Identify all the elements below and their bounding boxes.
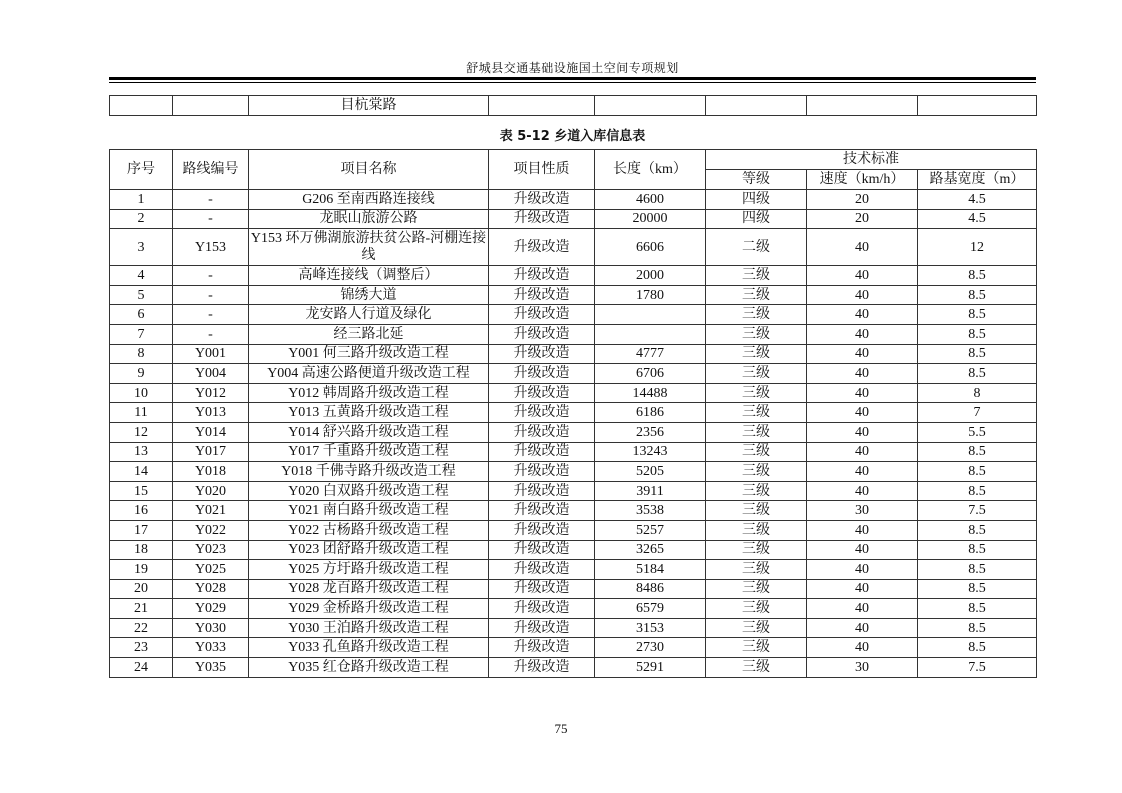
cell-seq: 4 bbox=[110, 266, 173, 286]
cell-project-nature: 升级改造 bbox=[489, 266, 595, 286]
cell-grade: 三级 bbox=[706, 324, 807, 344]
cell-length bbox=[595, 324, 706, 344]
cell-speed: 30 bbox=[807, 501, 918, 521]
table-row bbox=[110, 579, 1037, 599]
cell-seq: 24 bbox=[110, 658, 173, 678]
cell-route-code: - bbox=[173, 266, 249, 286]
cell-project-nature: 升级改造 bbox=[489, 442, 595, 462]
cell-subgrade-width: 8.5 bbox=[918, 560, 1037, 580]
cell-grade: 四级 bbox=[706, 209, 807, 229]
page-number: 75 bbox=[554, 721, 568, 736]
cell-route-code: - bbox=[173, 324, 249, 344]
cell-route-code: Y004 bbox=[173, 364, 249, 384]
cell-seq: 17 bbox=[110, 520, 173, 540]
table-row bbox=[110, 599, 1037, 619]
cell-grade: 四级 bbox=[706, 190, 807, 210]
cell-project-name: Y028 龙百路升级改造工程 bbox=[249, 579, 489, 599]
cell-project-name: Y001 何三路升级改造工程 bbox=[249, 344, 489, 364]
cell-project-name: Y014 舒兴路升级改造工程 bbox=[249, 422, 489, 442]
cell-seq: 5 bbox=[110, 285, 173, 305]
cell-project-nature: 升级改造 bbox=[489, 560, 595, 580]
table-row bbox=[110, 403, 1037, 423]
cell-project-name: 龙眠山旅游公路 bbox=[249, 209, 489, 229]
cell-length: 2730 bbox=[595, 638, 706, 658]
cell-project-name: Y004 高速公路便道升级改造工程 bbox=[249, 364, 489, 384]
cell-project-nature: 升级改造 bbox=[489, 285, 595, 305]
cell-length: 14488 bbox=[595, 383, 706, 403]
cell-length: 6706 bbox=[595, 364, 706, 384]
cell bbox=[595, 96, 706, 116]
cell-subgrade-width: 8.5 bbox=[918, 599, 1037, 619]
cell-grade: 三级 bbox=[706, 481, 807, 501]
cell-seq: 9 bbox=[110, 364, 173, 384]
table-row bbox=[110, 209, 1037, 229]
cell-speed: 40 bbox=[807, 364, 918, 384]
cell-project-name: Y033 孔鱼路升级改造工程 bbox=[249, 638, 489, 658]
cell-route-code: - bbox=[173, 285, 249, 305]
cell-route-code: Y020 bbox=[173, 481, 249, 501]
cell-length: 6579 bbox=[595, 599, 706, 619]
cell-route-code: - bbox=[173, 190, 249, 210]
cell-subgrade-width: 8.5 bbox=[918, 285, 1037, 305]
cell-grade: 三级 bbox=[706, 520, 807, 540]
table-row bbox=[110, 481, 1037, 501]
cell-length: 5184 bbox=[595, 560, 706, 580]
cell-speed: 40 bbox=[807, 229, 918, 266]
cell-project-nature: 升级改造 bbox=[489, 364, 595, 384]
cell bbox=[110, 96, 173, 116]
cell-project-name: 经三路北延 bbox=[249, 324, 489, 344]
table-row bbox=[110, 344, 1037, 364]
cell-project-name: Y021 南白路升级改造工程 bbox=[249, 501, 489, 521]
cell-project-name: Y022 古杨路升级改造工程 bbox=[249, 520, 489, 540]
cell-length: 5257 bbox=[595, 520, 706, 540]
header-grade: 等级 bbox=[706, 170, 807, 190]
cell-speed: 40 bbox=[807, 442, 918, 462]
table-row bbox=[110, 229, 1037, 266]
cell-project-nature: 升级改造 bbox=[489, 540, 595, 560]
table-row bbox=[110, 638, 1037, 658]
cell-speed: 40 bbox=[807, 560, 918, 580]
table-row bbox=[110, 658, 1037, 678]
cell-grade: 三级 bbox=[706, 579, 807, 599]
cell-grade: 三级 bbox=[706, 266, 807, 286]
cell-length: 20000 bbox=[595, 209, 706, 229]
cell-speed: 40 bbox=[807, 618, 918, 638]
table-row bbox=[110, 462, 1037, 482]
table-body bbox=[110, 190, 1037, 678]
cell-speed: 40 bbox=[807, 520, 918, 540]
table-header-row bbox=[110, 150, 1037, 170]
cell-seq: 22 bbox=[110, 618, 173, 638]
cell-seq: 12 bbox=[110, 422, 173, 442]
cell-seq: 11 bbox=[110, 403, 173, 423]
cell-project-nature: 升级改造 bbox=[489, 579, 595, 599]
table-row bbox=[110, 324, 1037, 344]
cell-project-name: Y013 五黄路升级改造工程 bbox=[249, 403, 489, 423]
cell-project-name: Y153 环万佛湖旅游扶贫公路-河棚连接线 bbox=[249, 229, 489, 266]
cell-project-nature: 升级改造 bbox=[489, 229, 595, 266]
cell-project-name: 龙安路人行道及绿化 bbox=[249, 305, 489, 325]
table-row bbox=[110, 190, 1037, 210]
cell-subgrade-width: 12 bbox=[918, 229, 1037, 266]
cell-speed: 40 bbox=[807, 305, 918, 325]
cell-project-nature: 升级改造 bbox=[489, 190, 595, 210]
cell-grade: 三级 bbox=[706, 618, 807, 638]
cell-length: 2356 bbox=[595, 422, 706, 442]
table-row bbox=[110, 540, 1037, 560]
cell-subgrade-width: 4.5 bbox=[918, 209, 1037, 229]
cell-project-name: Y012 韩周路升级改造工程 bbox=[249, 383, 489, 403]
cell bbox=[489, 96, 595, 116]
cell-route-code: Y153 bbox=[173, 229, 249, 266]
header-seq: 序号 bbox=[110, 150, 173, 190]
cell-speed: 40 bbox=[807, 266, 918, 286]
cell-project-nature: 升级改造 bbox=[489, 658, 595, 678]
cell-project-name: Y030 王泊路升级改造工程 bbox=[249, 618, 489, 638]
cell-seq: 19 bbox=[110, 560, 173, 580]
cell-project-nature: 升级改造 bbox=[489, 344, 595, 364]
cell-grade: 三级 bbox=[706, 599, 807, 619]
cell-project-name: 锦绣大道 bbox=[249, 285, 489, 305]
cell-grade: 三级 bbox=[706, 501, 807, 521]
cell-seq: 2 bbox=[110, 209, 173, 229]
cell-length: 4777 bbox=[595, 344, 706, 364]
cell-seq: 3 bbox=[110, 229, 173, 266]
cell-project-name: Y029 金桥路升级改造工程 bbox=[249, 599, 489, 619]
cell-seq: 23 bbox=[110, 638, 173, 658]
cell-grade: 三级 bbox=[706, 403, 807, 423]
cell-grade: 三级 bbox=[706, 560, 807, 580]
cell-subgrade-width: 4.5 bbox=[918, 190, 1037, 210]
cell-length: 8486 bbox=[595, 579, 706, 599]
cell-project-name: 目杭棠路 bbox=[249, 96, 489, 116]
cell-route-code: Y030 bbox=[173, 618, 249, 638]
cell-subgrade-width: 8.5 bbox=[918, 462, 1037, 482]
cell-length: 4600 bbox=[595, 190, 706, 210]
cell-project-nature: 升级改造 bbox=[489, 422, 595, 442]
cell-speed: 40 bbox=[807, 324, 918, 344]
cell-subgrade-width: 8.5 bbox=[918, 579, 1037, 599]
cell-seq: 10 bbox=[110, 383, 173, 403]
cell-speed: 40 bbox=[807, 599, 918, 619]
cell-length: 5291 bbox=[595, 658, 706, 678]
cell-subgrade-width: 8.5 bbox=[918, 324, 1037, 344]
cell-project-nature: 升级改造 bbox=[489, 638, 595, 658]
cell-length: 3153 bbox=[595, 618, 706, 638]
cell-length: 6186 bbox=[595, 403, 706, 423]
table-row bbox=[110, 442, 1037, 462]
cell-speed: 40 bbox=[807, 481, 918, 501]
cell-project-nature: 升级改造 bbox=[489, 481, 595, 501]
cell-subgrade-width: 8 bbox=[918, 383, 1037, 403]
header-route-code: 路线编号 bbox=[173, 150, 249, 190]
cell-seq: 7 bbox=[110, 324, 173, 344]
cell-length: 13243 bbox=[595, 442, 706, 462]
cell-project-name: Y025 方圩路升级改造工程 bbox=[249, 560, 489, 580]
cell-subgrade-width: 7 bbox=[918, 403, 1037, 423]
cell-route-code: - bbox=[173, 209, 249, 229]
cell-route-code: Y013 bbox=[173, 403, 249, 423]
cell-speed: 40 bbox=[807, 462, 918, 482]
cell-project-name: Y017 千重路升级改造工程 bbox=[249, 442, 489, 462]
cell-subgrade-width: 7.5 bbox=[918, 501, 1037, 521]
cell-subgrade-width: 8.5 bbox=[918, 540, 1037, 560]
cell-project-nature: 升级改造 bbox=[489, 501, 595, 521]
cell-grade: 三级 bbox=[706, 422, 807, 442]
header-subgrade-width: 路基宽度（m） bbox=[918, 170, 1037, 190]
cell-speed: 40 bbox=[807, 540, 918, 560]
cell-speed: 20 bbox=[807, 209, 918, 229]
cell-speed: 40 bbox=[807, 383, 918, 403]
cell bbox=[807, 96, 918, 116]
cell-length: 3265 bbox=[595, 540, 706, 560]
cell-speed: 40 bbox=[807, 403, 918, 423]
table-row bbox=[110, 618, 1037, 638]
cell-project-name: 高峰连接线（调整后） bbox=[249, 266, 489, 286]
cell-speed: 20 bbox=[807, 190, 918, 210]
cell-speed: 40 bbox=[807, 422, 918, 442]
cell-route-code: Y033 bbox=[173, 638, 249, 658]
cell-grade: 三级 bbox=[706, 540, 807, 560]
cell-seq: 6 bbox=[110, 305, 173, 325]
header-project-nature: 项目性质 bbox=[489, 150, 595, 190]
cell-subgrade-width: 8.5 bbox=[918, 618, 1037, 638]
header-tech-standard: 技术标准 bbox=[706, 150, 1037, 170]
cell-seq: 15 bbox=[110, 481, 173, 501]
table-caption: 表 5-12 乡道入库信息表 bbox=[499, 129, 646, 144]
running-header-title: 舒城县交通基础设施国土空间专项规划 bbox=[466, 61, 679, 75]
table-row bbox=[110, 383, 1037, 403]
cell-project-nature: 升级改造 bbox=[489, 209, 595, 229]
header-length: 长度（km） bbox=[595, 150, 706, 190]
header-speed: 速度（km/h） bbox=[807, 170, 918, 190]
cell-grade: 三级 bbox=[706, 364, 807, 384]
table-row bbox=[110, 422, 1037, 442]
cell-project-nature: 升级改造 bbox=[489, 305, 595, 325]
cell-length: 3538 bbox=[595, 501, 706, 521]
cell-project-nature: 升级改造 bbox=[489, 618, 595, 638]
cell-project-name: Y020 白双路升级改造工程 bbox=[249, 481, 489, 501]
cell-seq: 1 bbox=[110, 190, 173, 210]
cell-speed: 40 bbox=[807, 638, 918, 658]
cell-project-name: Y018 千佛寺路升级改造工程 bbox=[249, 462, 489, 482]
header-project-name: 项目名称 bbox=[249, 150, 489, 190]
cell-length: 6606 bbox=[595, 229, 706, 266]
cell-project-nature: 升级改造 bbox=[489, 403, 595, 423]
cell-project-nature: 升级改造 bbox=[489, 383, 595, 403]
cell-speed: 40 bbox=[807, 579, 918, 599]
cell-length bbox=[595, 305, 706, 325]
cell-project-name: Y035 红仓路升级改造工程 bbox=[249, 658, 489, 678]
header-rule-thick bbox=[109, 77, 1036, 80]
cell-grade: 三级 bbox=[706, 658, 807, 678]
table-row bbox=[110, 364, 1037, 384]
table-row bbox=[110, 266, 1037, 286]
cell-grade: 三级 bbox=[706, 383, 807, 403]
cell-length: 2000 bbox=[595, 266, 706, 286]
cell bbox=[918, 96, 1037, 116]
table-row bbox=[110, 96, 1037, 116]
cell-route-code: Y014 bbox=[173, 422, 249, 442]
table-row bbox=[110, 501, 1037, 521]
cell-project-name: Y023 团舒路升级改造工程 bbox=[249, 540, 489, 560]
cell-route-code: Y025 bbox=[173, 560, 249, 580]
cell-route-code: Y017 bbox=[173, 442, 249, 462]
continued-table-row bbox=[109, 95, 1037, 116]
cell-project-nature: 升级改造 bbox=[489, 599, 595, 619]
cell-route-code: Y018 bbox=[173, 462, 249, 482]
cell-subgrade-width: 8.5 bbox=[918, 442, 1037, 462]
cell bbox=[173, 96, 249, 116]
cell-grade: 三级 bbox=[706, 285, 807, 305]
cell-route-code: Y029 bbox=[173, 599, 249, 619]
cell-project-nature: 升级改造 bbox=[489, 520, 595, 540]
table-row bbox=[110, 285, 1037, 305]
cell-grade: 三级 bbox=[706, 638, 807, 658]
cell-subgrade-width: 8.5 bbox=[918, 364, 1037, 384]
cell-seq: 18 bbox=[110, 540, 173, 560]
cell-speed: 40 bbox=[807, 344, 918, 364]
cell-seq: 16 bbox=[110, 501, 173, 521]
cell-subgrade-width: 8.5 bbox=[918, 305, 1037, 325]
cell-project-name: G206 至南西路连接线 bbox=[249, 190, 489, 210]
cell-seq: 13 bbox=[110, 442, 173, 462]
cell-route-code: Y028 bbox=[173, 579, 249, 599]
cell-speed: 40 bbox=[807, 285, 918, 305]
cell-seq: 8 bbox=[110, 344, 173, 364]
cell-subgrade-width: 7.5 bbox=[918, 658, 1037, 678]
cell-grade: 二级 bbox=[706, 229, 807, 266]
cell-grade: 三级 bbox=[706, 305, 807, 325]
cell-route-code: Y021 bbox=[173, 501, 249, 521]
cell-speed: 30 bbox=[807, 658, 918, 678]
cell-subgrade-width: 8.5 bbox=[918, 638, 1037, 658]
table-row bbox=[110, 520, 1037, 540]
cell-length: 3911 bbox=[595, 481, 706, 501]
cell-route-code: Y023 bbox=[173, 540, 249, 560]
cell-project-nature: 升级改造 bbox=[489, 462, 595, 482]
cell-route-code: Y035 bbox=[173, 658, 249, 678]
table-row bbox=[110, 305, 1037, 325]
township-road-table bbox=[109, 149, 1037, 678]
cell-subgrade-width: 8.5 bbox=[918, 481, 1037, 501]
cell-grade: 三级 bbox=[706, 344, 807, 364]
cell-subgrade-width: 5.5 bbox=[918, 422, 1037, 442]
cell-length: 5205 bbox=[595, 462, 706, 482]
cell bbox=[706, 96, 807, 116]
header-rule-thin bbox=[109, 82, 1036, 83]
cell-route-code: - bbox=[173, 305, 249, 325]
cell-project-nature: 升级改造 bbox=[489, 324, 595, 344]
cell-grade: 三级 bbox=[706, 462, 807, 482]
cell-seq: 20 bbox=[110, 579, 173, 599]
cell-route-code: Y001 bbox=[173, 344, 249, 364]
cell-seq: 14 bbox=[110, 462, 173, 482]
cell-grade: 三级 bbox=[706, 442, 807, 462]
cell-route-code: Y022 bbox=[173, 520, 249, 540]
cell-length: 1780 bbox=[595, 285, 706, 305]
table-row bbox=[110, 560, 1037, 580]
cell-subgrade-width: 8.5 bbox=[918, 344, 1037, 364]
cell-seq: 21 bbox=[110, 599, 173, 619]
cell-route-code: Y012 bbox=[173, 383, 249, 403]
cell-subgrade-width: 8.5 bbox=[918, 520, 1037, 540]
cell-subgrade-width: 8.5 bbox=[918, 266, 1037, 286]
